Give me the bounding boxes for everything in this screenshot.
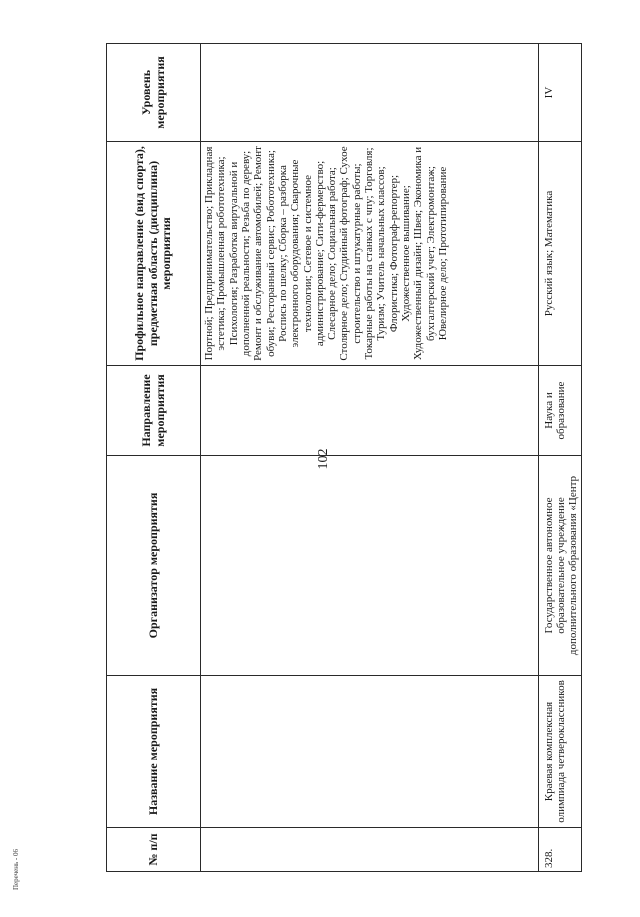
footnote: Перечень - 06 xyxy=(12,849,20,890)
continued-organizer-cell xyxy=(201,456,539,676)
row-number: 328. xyxy=(539,828,582,872)
continued-name-cell xyxy=(201,676,539,828)
page-number: 102 xyxy=(316,448,331,470)
continued-level-cell xyxy=(201,44,539,142)
row-profile: Русский язык; Математика xyxy=(539,142,582,366)
header-number: № п/п xyxy=(107,828,201,872)
table-header-row xyxy=(107,44,201,872)
rotated-table-sheet xyxy=(106,44,640,872)
events-table xyxy=(106,43,582,872)
header-organizer: Организатор мероприятия xyxy=(107,456,201,676)
row-event-name: Краевая комплексная олимпиада четвероклассников xyxy=(539,676,582,828)
row-level: IV xyxy=(539,44,582,142)
continued-profiles-cell: Портной; Предпринимательство; Прикладная эстетика; Промышленная робототехника; Психология; Разработка виртуальной и дополненной реальности; Резьба по дереву; Ремонт и обслуживание автомобилей; Ремонт обуви; Ресторанный сервис; Робототехника; Роспись по шелку; Сборка – разборка электронного оборудования; Сварочные технологии; Сетевое и системное администрирование; Сити-фермерство; Слесарное дело; Социальная работа; Столярное дело; Студийный фотограф; Сухое строительство и штукатурные работы; Токарные работы на станках с чпу; Торговля; Туризм; Учитель начальных классов; Флористика; Фотограф-репортер; Художественное вышивание; Художественный дизайн; Швея; Экономика и бухгалтерский учет; Электромонтаж; Ювелирное дело; Прототипирование xyxy=(201,142,539,366)
row-direction: Наука и образование xyxy=(539,366,582,456)
continued-row xyxy=(201,44,539,872)
header-direction: Направление мероприятия xyxy=(107,366,201,456)
header-level: Уровень мероприятия xyxy=(107,44,201,142)
row-organizer: Государственное автономное образовательное учреждение дополнительного образования «Центр xyxy=(539,456,582,676)
continued-direction-cell xyxy=(201,366,539,456)
continued-number-cell xyxy=(201,828,539,872)
table-row xyxy=(539,44,582,872)
header-profile: Профильное направление (вид спорта), предметная область (дисциплина) мероприятия xyxy=(107,142,201,366)
header-event-name: Название мероприятия xyxy=(107,676,201,828)
